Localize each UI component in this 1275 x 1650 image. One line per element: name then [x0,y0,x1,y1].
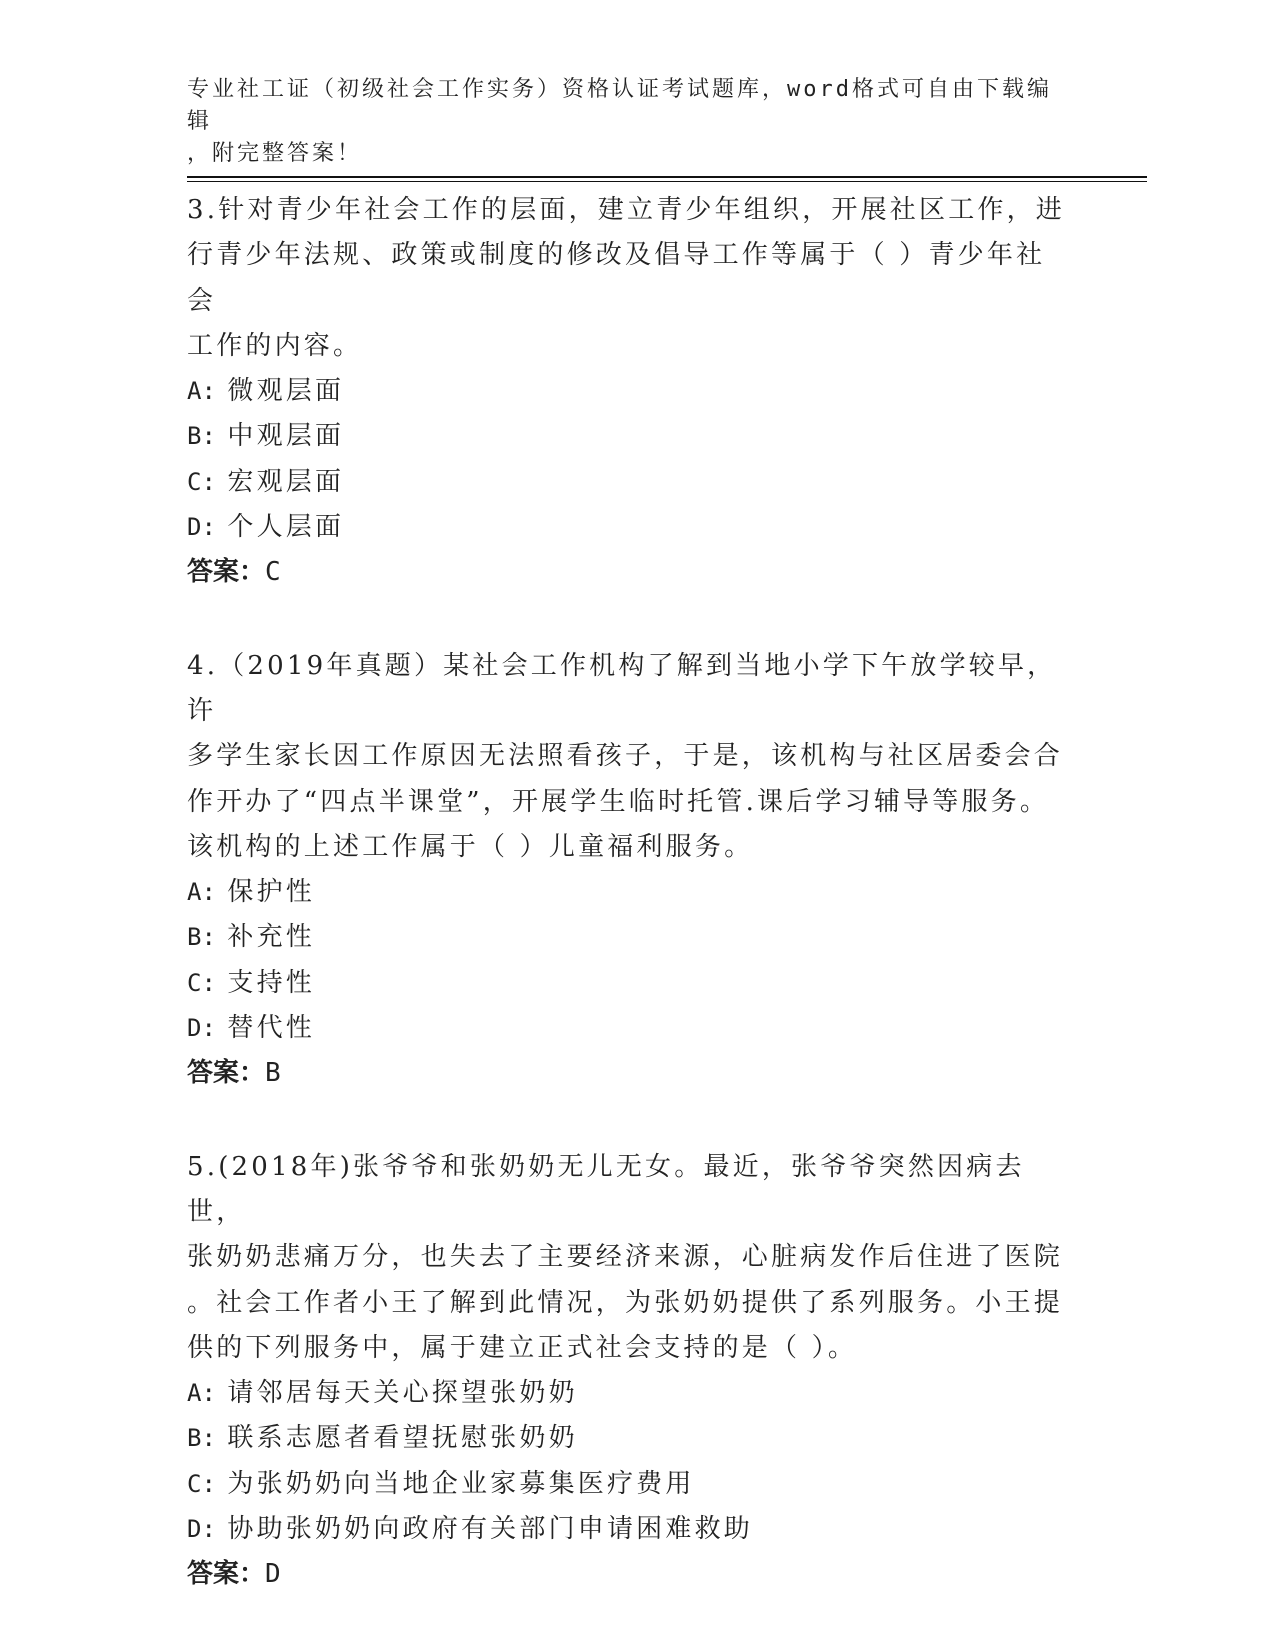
option-a [187,1371,1067,1416]
question-4 [187,644,1067,1097]
option-b [187,414,1067,459]
option-c [187,961,1067,1006]
answer-label: 答案： [187,1559,266,1590]
question-stem [187,1145,1067,1371]
option-c [187,1462,1067,1507]
answer-value: B [265,1058,281,1089]
stem-line: 5.(2018年)张爷爷和张奶奶无儿无女。最近，张爷爷突然因病去世， [187,1151,1025,1227]
header-divider-thick [187,176,1147,178]
answer [187,550,1067,595]
question-stem [187,188,1067,369]
option-text: 联系志愿者看望抚慰张奶奶 [227,1423,578,1454]
option-key: C: [187,467,216,496]
stem-line: 该机构的上述工作属于（ ）儿童福利服务。 [187,831,754,862]
stem-line: 4.（2019年真题）某社会工作机构了解到当地小学下午放学较早，许 [187,650,1057,726]
option-a [187,870,1067,915]
question-5 [187,1145,1067,1598]
option-text: 宏观层面 [227,466,345,497]
option-text: 补充性 [227,922,315,953]
option-key: C: [187,968,216,997]
option-key: B: [187,1424,216,1453]
option-key: A: [187,878,216,907]
option-text: 请邻居每天关心探望张奶奶 [227,1378,578,1409]
answer [187,1051,1067,1096]
stem-line: 3.针对青少年社会工作的层面，建立青少年组织，开展社区工作，进 [187,195,1066,225]
option-c [187,460,1067,505]
option-text: 协助张奶奶向政府有关部门申请困难救助 [227,1514,753,1545]
header-line-2: ，附完整答案！ [187,141,363,166]
stem-line: 。社会工作者小王了解到此情况，为张奶奶提供了系列服务。小王提 [187,1287,1064,1318]
option-b [187,1416,1067,1461]
option-key: A: [187,1379,216,1408]
answer [187,1552,1067,1597]
option-d [187,1507,1067,1552]
document-header [187,74,1067,170]
option-key: D: [187,1515,216,1544]
option-key: C: [187,1469,216,1498]
option-key: B: [187,923,216,952]
stem-line: 供的下列服务中，属于建立正式社会支持的是（ ）。 [187,1332,858,1363]
header-divider-thin [187,181,1147,182]
option-text: 微观层面 [227,376,345,407]
question-list [187,188,1067,1646]
option-text: 中观层面 [227,421,345,452]
option-d [187,1006,1067,1051]
option-key: D: [187,513,216,542]
stem-line: 作开办了“四点半课堂”，开展学生临时托管.课后学习辅导等服务。 [187,786,1050,817]
option-a [187,369,1067,414]
option-text: 支持性 [227,967,315,998]
header-line-1: 专业社工证（初级社会工作实务）资格认证考试题库，word格式可自由下载编辑 [187,77,1052,134]
option-text: 个人层面 [227,512,345,543]
answer-label: 答案： [187,1058,266,1089]
option-key: B: [187,422,216,451]
option-text: 保护性 [227,877,315,908]
answer-label: 答案： [187,557,266,588]
option-d [187,505,1067,550]
question-stem [187,644,1067,870]
answer-value: C [265,557,281,588]
stem-line: 多学生家长因工作原因无法照看孩子，于是，该机构与社区居委会合 [187,741,1064,772]
option-b [187,915,1067,960]
stem-line: 行青少年法规、政策或制度的修改及倡导工作等属于（ ）青少年社会 [187,240,1046,316]
question-3 [187,188,1067,596]
option-text: 替代性 [227,1013,315,1044]
answer-value: D [265,1559,281,1590]
stem-line: 工作的内容。 [187,330,363,361]
option-key: D: [187,1014,216,1043]
option-key: A: [187,377,216,406]
option-text: 为张奶奶向当地企业家募集医疗费用 [227,1468,695,1499]
stem-line: 张奶奶悲痛万分，也失去了主要经济来源，心脏病发作后住进了医院 [187,1242,1064,1273]
